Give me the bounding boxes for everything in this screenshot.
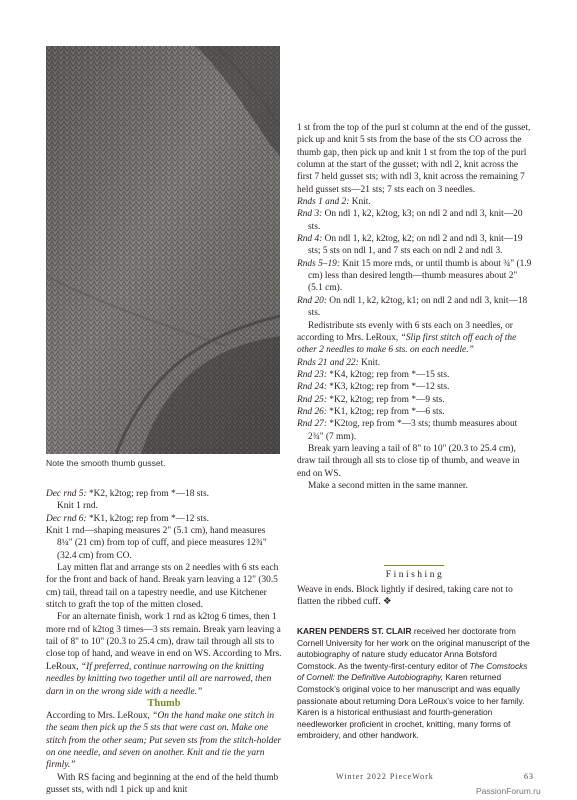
instruction-paragraph: [46, 525, 282, 562]
paragraph-text: Knit.: [349, 197, 371, 208]
paragraph-text: *K4, k2tog; rep from *—15 sts.: [326, 369, 450, 380]
finishing-text: Weave in ends. Block lightly if desired, taking care not to flatten the ribbed cuff.: [297, 585, 513, 608]
bio-text-2: Karen returned Comstock’s original voice to her manuscript and was equally passionate about returning Dora LeRoux’s voice to her family. Karen is a historical enthusiast and fourth-generation needleworker proficient in crochet, knitting, many forms of embroidery, and other handwork.: [297, 672, 525, 741]
finishing-paragraph: [297, 584, 533, 609]
instruction-paragraph: [297, 295, 533, 320]
round-label: Rnd 24:: [297, 382, 327, 393]
paragraph-text: *K2tog, rep from *—3 sts; thumb measures about 2¾" (7 mm).: [308, 419, 518, 442]
author-bio: [297, 626, 535, 742]
instruction-paragraph: [46, 513, 282, 525]
photo-caption: Note the smooth thumb gusset.: [46, 458, 166, 468]
bio-text-1: received her doctorate from Cornell University for her work on the original manuscript of the autobiography of nature study educator Anna Botsford Comstock. As the twenty-first-century editor of: [297, 626, 530, 671]
round-label: Rnd 23:: [297, 369, 327, 380]
paragraph-text: *K2, k2tog; rep from *—18 sts.: [86, 489, 210, 499]
round-label: Dec rnd 5:: [46, 489, 87, 499]
round-label: Rnds 21 and 22:: [297, 357, 359, 368]
round-label: Rnd 26:: [297, 406, 327, 417]
instruction-paragraph: [297, 233, 533, 258]
instruction-paragraph: [297, 122, 533, 196]
paragraph-text: According to Mrs. LeRoux,: [46, 710, 153, 721]
instruction-paragraph: [297, 443, 533, 480]
round-label: Rnd 20:: [297, 295, 327, 306]
watermark: PassionForum.ru: [476, 786, 541, 796]
instruction-paragraph: [297, 320, 533, 357]
instruction-paragraph: [46, 710, 282, 772]
instruction-paragraph: [46, 562, 282, 611]
issue-label: Winter 2022 PieceWork: [336, 772, 434, 781]
paragraph-text: Redistribute sts evenly with 6 sts each on 3 needles, or according to Mrs. LeRoux,: [297, 320, 513, 343]
instruction-paragraph: [297, 418, 533, 443]
paragraph-text: Knit 1 rnd.: [57, 501, 98, 512]
instruction-paragraph: [297, 196, 533, 208]
instruction-paragraph: [46, 611, 282, 697]
round-label: Dec rnd 6:: [46, 513, 87, 524]
instruction-paragraph: [297, 394, 533, 406]
paragraph-text: For an alternate finish, work 1 rnd as k2tog 6 times, then 1 more rnd of k2tog 3 times—3 sts remain. Break yarn leaving a tail of 8" to 10" (20.3 to 25.4 cm), draw tail through all sts to close top of hand, and weave in end on WS. According to Mrs. LeRoux,: [46, 612, 282, 672]
instruction-paragraph: [297, 258, 533, 295]
paragraph-text: On ndl 1, k2, k2tog, k2; on ndl 2 and ndl 3, knit—19 sts; 5 sts on ndl 1, and 7 sts each on ndl 2 and ndl 3.: [308, 234, 523, 257]
paragraph-text: On ndl 1, k2, k2tog, k3; on ndl 2 and ndl 3, knit—20 sts.: [308, 209, 523, 232]
paragraph-text: 1 st from the top of the purl st column at the end of the gusset, pick up and knit 5 sts from the base of the sts CO across the thumb gap, then pick up and knit 1 st from the top of the purl column at the start of the gusset; with ndl 2, knit across the first 7 held gusset sts; with ndl 3, knit across the remaining 7 held gusset sts—21 sts; 7 sts each on 3 needles.: [297, 123, 531, 195]
page-number: 63: [524, 772, 534, 781]
paragraph-text: With RS facing and beginning at the end of the held thumb gusset sts, with ndl 1 pick up and knit: [46, 772, 279, 795]
instruction-paragraph: [297, 381, 533, 393]
instruction-paragraph: [297, 208, 533, 233]
knit-mitten-photo: [46, 46, 280, 454]
quoted-instruction: “Slip first stitch off each of the other 2 needles to make 6 sts. on each needle.”: [297, 332, 517, 356]
round-label: Rnds 5–19:: [297, 258, 340, 269]
instruction-paragraph: [297, 406, 533, 418]
paragraph-text: *K2, k2tog; rep from *—9 sts.: [326, 394, 445, 405]
instruction-paragraph: [297, 480, 533, 492]
paragraph-text: *K1, k2tog; rep from *—12 sts.: [86, 513, 210, 524]
finishing-heading: Finishing: [385, 570, 445, 580]
paragraph-text: On ndl 1, k2, k2tog, k1; on ndl 2 and ndl 3, knit—18 sts.: [308, 295, 528, 319]
paragraph-text: Make a second mitten in the same manner.: [308, 480, 468, 491]
author-name: KAREN PENDERS ST. CLAIR: [297, 626, 412, 636]
paragraph-text: *K1, k2tog; rep from *—6 sts.: [326, 406, 445, 417]
round-label: Rnds 1 and 2:: [297, 197, 350, 208]
quoted-instruction: “If preferred, continue narrowing on the knitting needles by knitting two together until all are narrowed, then darn in on the wrong side with a needle.”: [46, 661, 272, 697]
instruction-paragraph: [297, 369, 533, 381]
end-mark-icon: ❖: [383, 597, 392, 608]
round-label: Rnd 27:: [297, 419, 327, 430]
section-heading: Thumb: [147, 697, 181, 709]
quoted-instruction: “On the hand make one stitch in the seam then pick up the 5 sts that were cast on. Make one stitch from the other seam; Put seven sts from the stitch-holder on one needle, and seven on another. Knit and tie the yarn firmly.”: [46, 710, 282, 771]
paragraph-text: Knit 15 more rnds, or until thumb is about ¾" (1.9 cm) less than desired length—thumb measures about 2" (5.1 cm).: [308, 258, 532, 294]
instruction-paragraph: [46, 772, 282, 797]
paragraph-text: *K3, k2tog; rep from *—12 sts.: [326, 382, 450, 393]
round-label: Rnd 25:: [297, 394, 327, 405]
paragraph-text: Knit.: [358, 357, 381, 368]
instruction-paragraph: [297, 357, 533, 369]
left-text-column: [46, 488, 282, 796]
finishing-rule: [384, 565, 444, 566]
instruction-paragraph: [46, 488, 282, 500]
paragraph-text: Knit 1 rnd—shaping measures 2" (5.1 cm), hand measures 8¼" (21 cm) from top of cuff, and piece measures 12¾" (32.4 cm) from CO.: [46, 526, 267, 561]
round-label: Rnd 4:: [297, 234, 323, 245]
right-text-column: [297, 122, 533, 492]
round-label: Rnd 3:: [297, 209, 323, 220]
page-footer: [336, 772, 534, 781]
paragraph-text: Lay mitten flat and arrange sts on 2 needles with 6 sts each for the front and back of hand. Break yarn leaving a 12" (30.5 cm) tail, thread tail on a tapestry needle, and use Kitchener stitch to graft the top of the mitten closed.: [46, 563, 279, 611]
paragraph-text: Break yarn leaving a tail of 8" to 10" (20.3 to 25.4 cm), draw tail through all sts to close tip of thumb, and weave in end on WS.: [297, 443, 520, 479]
book-title: The Comstocks of Cornell: the Definitive Autobiography,: [297, 660, 528, 683]
instruction-paragraph: [46, 500, 282, 512]
